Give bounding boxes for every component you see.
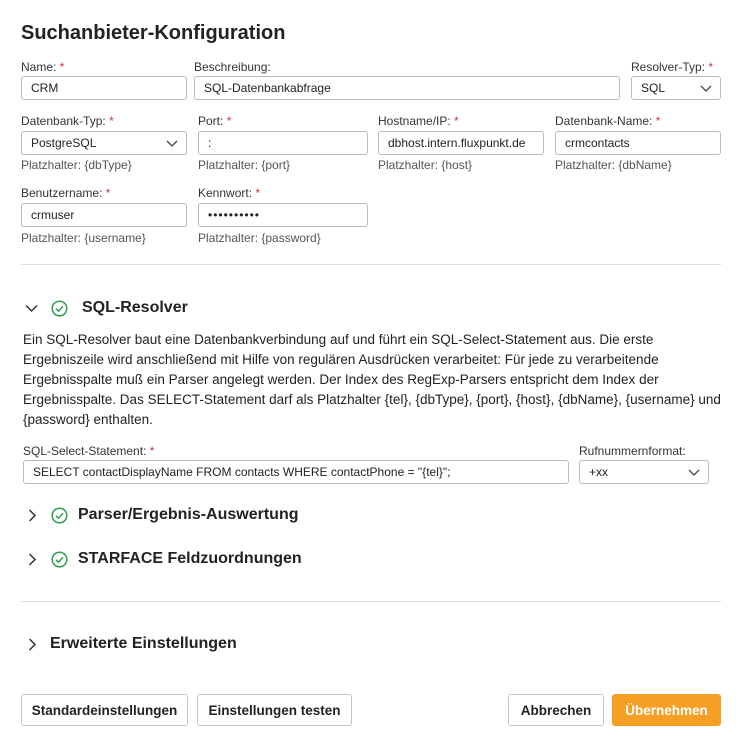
description-label: Beschreibung:: [194, 60, 271, 74]
number-format-label: Rufnummernformat:: [579, 444, 686, 458]
username-hint: Platzhalter: {username}: [21, 231, 146, 245]
resolver-type-select[interactable]: [631, 76, 721, 100]
description-input[interactable]: SQL-Datenbankabfrage: [194, 76, 620, 100]
name-input[interactable]: CRM: [21, 76, 187, 100]
hostname-hint: Platzhalter: {host}: [378, 158, 473, 172]
password-label: Kennwort: *: [198, 186, 261, 200]
chevron-down-icon: [688, 469, 700, 476]
resolver-type-label: Resolver-Typ: *: [631, 60, 714, 74]
number-format-value: +xx: [589, 465, 609, 479]
resolver-type-value: SQL: [641, 81, 666, 95]
number-format-select[interactable]: [579, 460, 709, 484]
chevron-right-icon: [28, 638, 37, 651]
check-circle-icon: [51, 300, 68, 317]
chevron-down-icon: [25, 304, 38, 313]
parser-section-header[interactable]: [23, 506, 343, 526]
parser-section-title: Parser/Ergebnis-Auswertung: [78, 506, 299, 523]
port-hint: Platzhalter: {port}: [198, 158, 291, 172]
sql-resolver-description: Ein SQL-Resolver baut eine Datenbankverbindung auf und führt ein SQL-Select-Statement aus. Die erste Ergebniszeile wird anschließend mit Hilfe von regulären Ausdrücken verarbeitet: Für jede zu verarbeitende Ergebnisspalte muß ein Parser angelegt werden. Der Index des RegExp-Parsers entspricht dem Index der Ergebnisspalte. Das SELECT-Statement darf als Platzhalter {tel}, {dbType}, {port}, {host}, {dbName}, {username} und {password} enthalten.: [23, 332, 721, 427]
advanced-section-header[interactable]: [23, 635, 323, 655]
advanced-section-title: Erweiterte Einstellungen: [50, 635, 237, 652]
db-type-select[interactable]: [21, 131, 187, 155]
apply-button[interactable]: Übernehmen: [612, 694, 721, 726]
dialog-title: Suchanbieter-Konfiguration: [21, 22, 286, 44]
hostname-input[interactable]: dbhost.intern.fluxpunkt.de: [378, 131, 544, 155]
starface-section-header[interactable]: [23, 550, 343, 570]
db-type-hint: Platzhalter: {dbType}: [21, 158, 132, 172]
sql-resolver-title: SQL-Resolver: [82, 299, 188, 316]
db-name-input[interactable]: crmcontacts: [555, 131, 721, 155]
chevron-right-icon: [28, 509, 37, 522]
password-hint: Platzhalter: {password}: [198, 231, 321, 245]
sql-statement-label: SQL-Select-Statement: *: [23, 444, 155, 458]
check-circle-icon: [51, 551, 68, 568]
chevron-right-icon: [28, 553, 37, 566]
defaults-button[interactable]: Standardeinstellungen: [21, 694, 188, 726]
chevron-down-icon: [166, 140, 178, 147]
divider: [21, 601, 721, 602]
test-settings-button[interactable]: Einstellungen testen: [197, 694, 352, 726]
hostname-label: Hostname/IP: *: [378, 114, 459, 128]
starface-section-title: STARFACE Feldzuordnungen: [78, 550, 302, 567]
db-name-hint: Platzhalter: {dbName}: [555, 158, 672, 172]
divider: [21, 264, 721, 265]
name-label: Name: *: [21, 60, 65, 74]
password-input[interactable]: ••••••••••: [198, 203, 368, 227]
sql-statement-input[interactable]: SELECT contactDisplayName FROM contacts WHERE contactPhone = "{tel}";: [23, 460, 569, 484]
username-input[interactable]: crmuser: [21, 203, 187, 227]
username-label: Benutzername: *: [21, 186, 111, 200]
db-name-label: Datenbank-Name: *: [555, 114, 661, 128]
chevron-down-icon: [700, 85, 712, 92]
port-input[interactable]: :: [198, 131, 368, 155]
port-label: Port: *: [198, 114, 232, 128]
db-type-label: Datenbank-Typ: *: [21, 114, 114, 128]
check-circle-icon: [51, 507, 68, 524]
db-type-value: PostgreSQL: [31, 136, 97, 150]
sql-resolver-header[interactable]: [23, 299, 323, 319]
cancel-button[interactable]: Abbrechen: [508, 694, 604, 726]
